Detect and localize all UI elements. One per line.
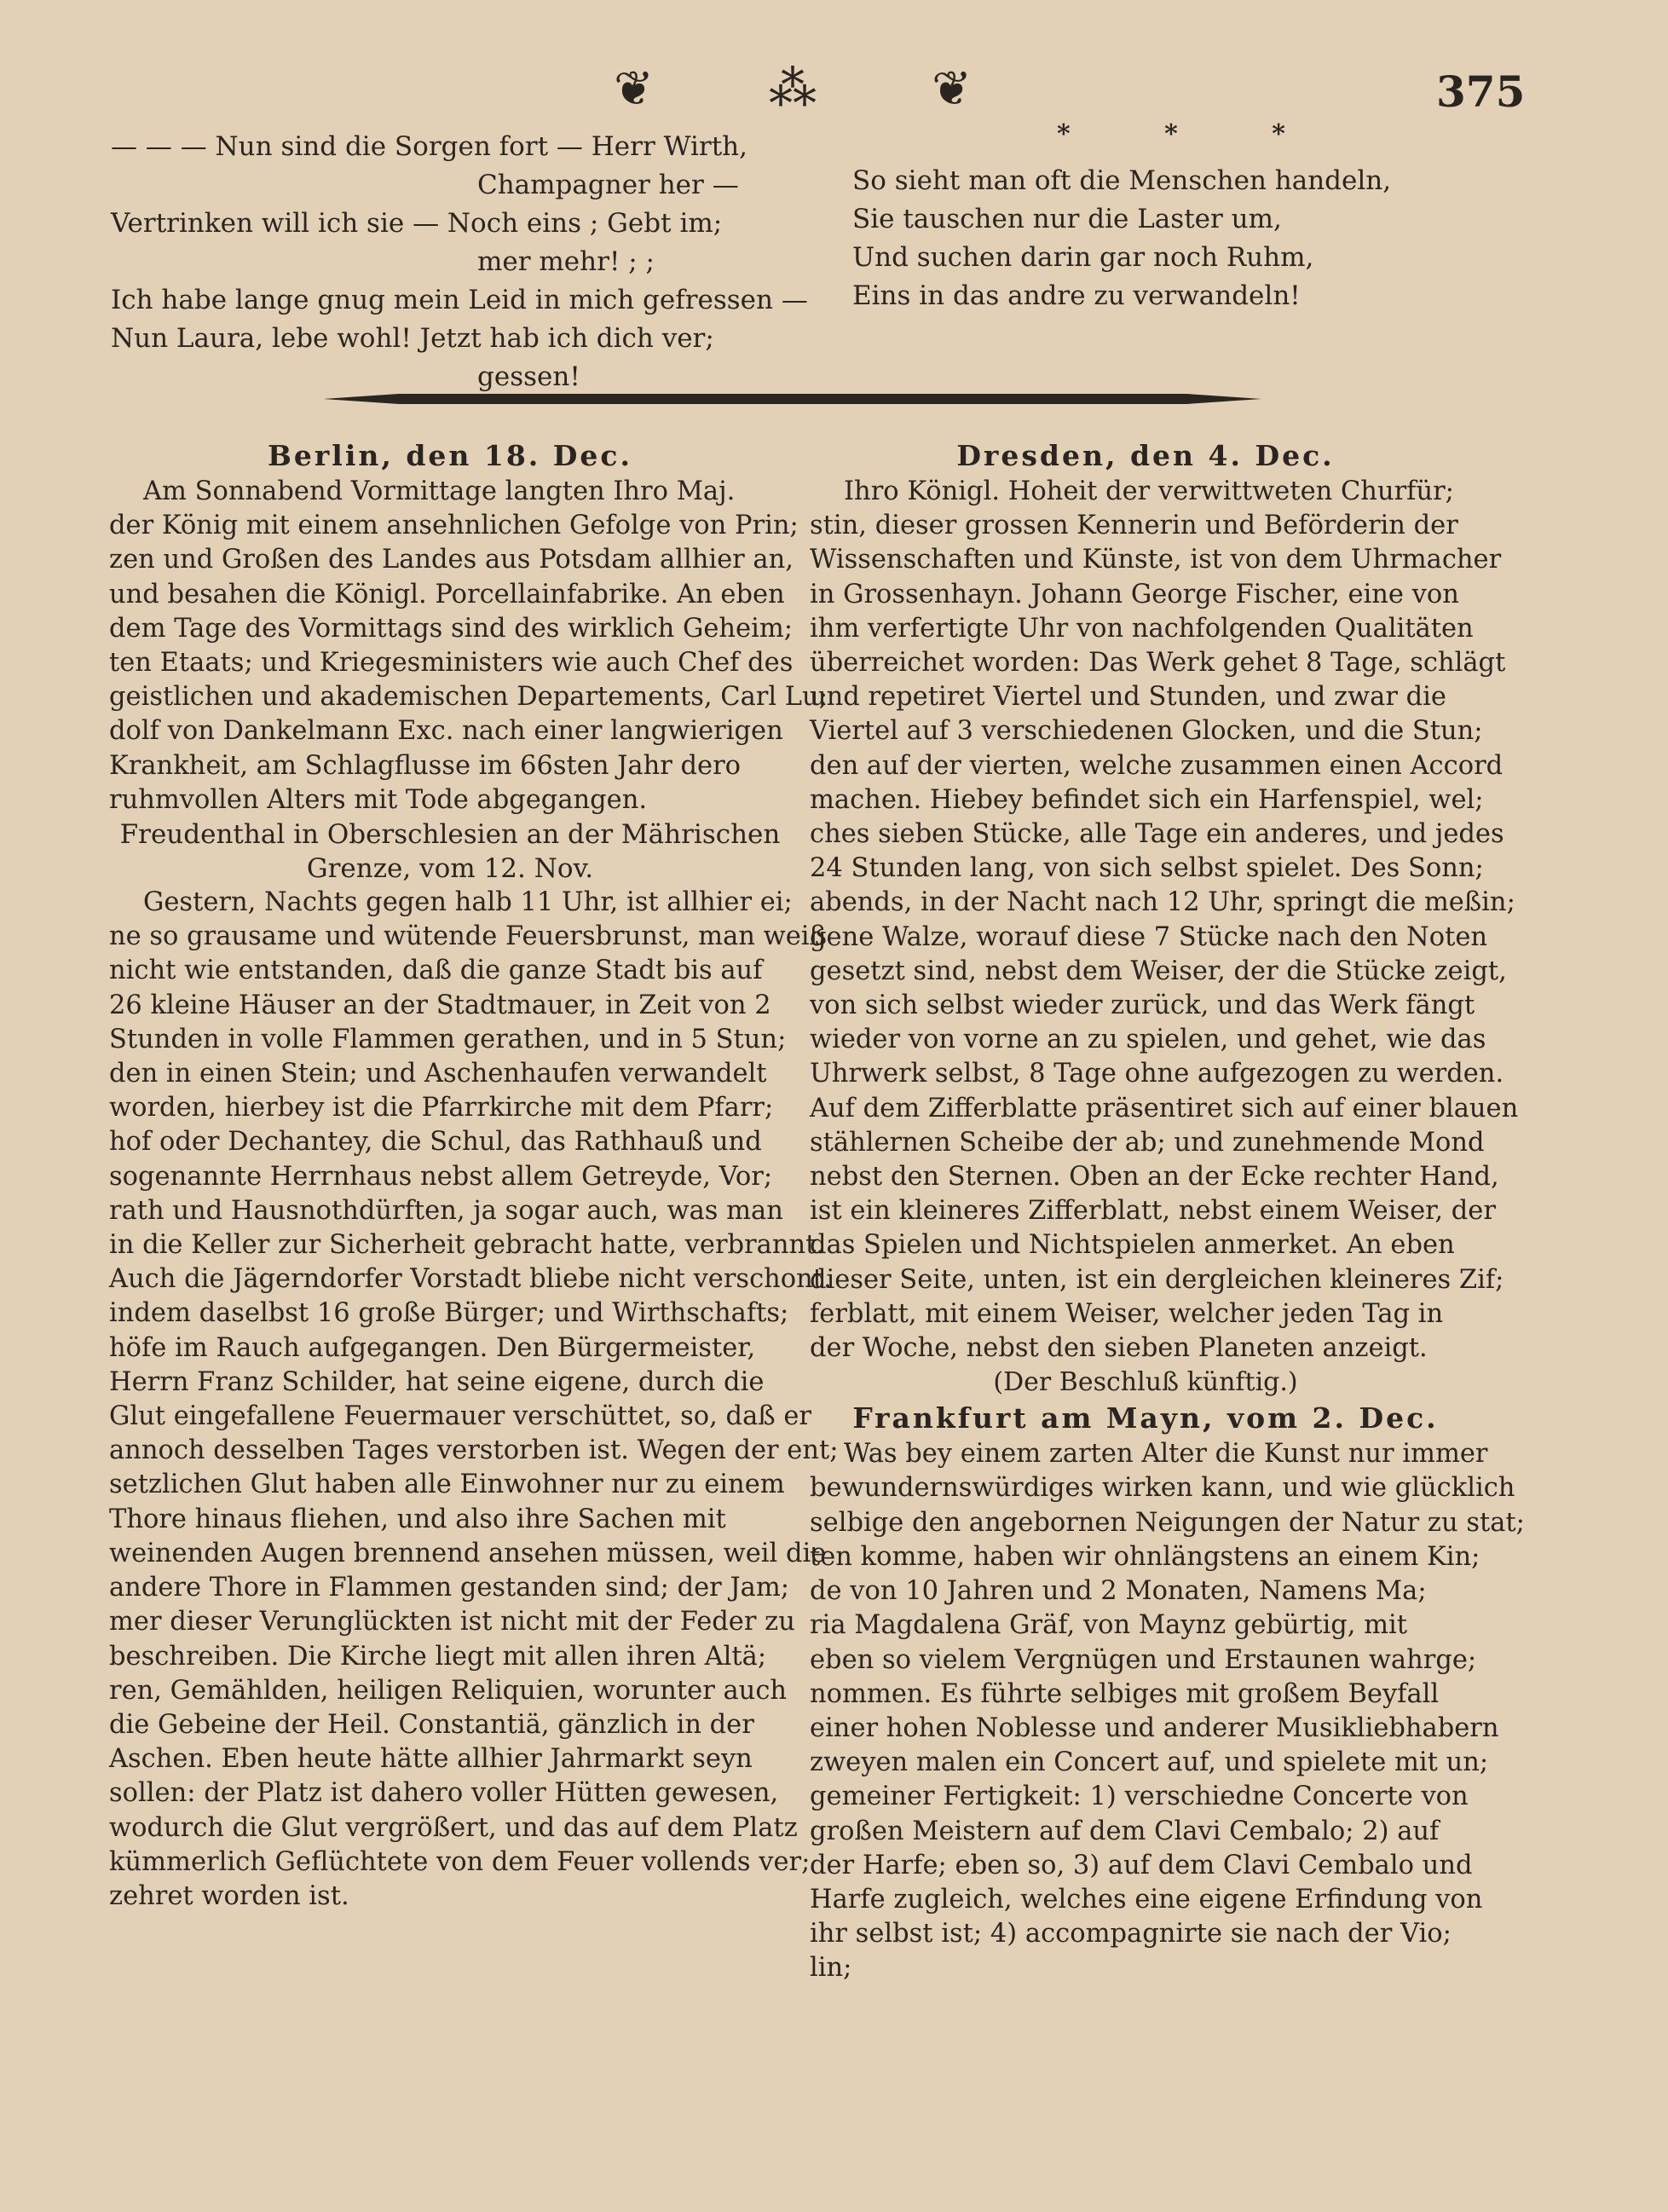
poem-line: — — — Nun sind die Sorgen fort — Herr Wirth, <box>111 131 747 162</box>
text-line: ria Magdalena Gräf, von Maynz gebürtig, mit <box>810 1610 1408 1641</box>
text-line: kümmerlich Geflüchtete von dem Feuer vollends ver; <box>109 1846 811 1877</box>
text-line: der Woche, nebst den sieben Planeten anzeigt. <box>810 1333 1428 1364</box>
text-line: wodurch die Glut vergrößert, und das auf dem Platz <box>109 1812 798 1843</box>
article-heading-dresden: Dresden, den 4. Dec. <box>956 439 1335 472</box>
text-line: Auch die Jägerndorfer Vorstadt bliebe nicht verschont. <box>109 1264 832 1295</box>
text-line: Herrn Franz Schilder, hat seine eigene, durch die <box>109 1366 765 1397</box>
text-line: das Spielen und Nichtspielen anmerket. An eben <box>810 1230 1455 1261</box>
text-line: Thore hinaus fliehen, und also ihre Sachen mit <box>109 1504 726 1534</box>
text-line: Harfe zugleich, welches eine eigene Erfindung von <box>810 1884 1483 1915</box>
header-ornaments <box>614 60 972 119</box>
text-line: selbige den angebornen Neigungen der Natur zu stat; <box>810 1507 1525 1538</box>
poem-line: Ich habe lange gnug mein Leid in mich gefressen — <box>111 285 808 315</box>
text-line: ferblatt, mit einem Weiser, welcher jeden Tag in <box>810 1298 1444 1329</box>
text-line: gene Walze, worauf diese 7 Stücke nach den Noten <box>810 921 1488 952</box>
text-line: einer hohen Noblesse und anderer Musikliebhabern <box>810 1712 1499 1743</box>
poem-line: Eins in das andre zu verwandeln! <box>852 280 1301 311</box>
right-column <box>810 437 1525 1986</box>
text-line: ren, Gemählden, heiligen Reliquien, worunter auch <box>109 1675 788 1706</box>
fleuron-right-icon: ❦ <box>932 61 972 117</box>
text-line: der Harfe; eben so, 3) auf dem Clavi Cembalo und <box>810 1850 1473 1880</box>
text-line: dem Tage des Vormittags sind des wirklich Geheim; <box>109 613 794 644</box>
text-line: wieder von vorne an zu spielen, und gehet, wie das <box>810 1025 1486 1055</box>
text-line: ches sieben Stücke, alle Tage ein anderes, und jedes <box>810 819 1504 850</box>
poem-line: Champagner her — <box>477 170 739 200</box>
text-line: Glut eingefallene Feuermauer verschüttet, so, daß er <box>109 1401 811 1432</box>
text-line: lin; <box>810 1953 852 1984</box>
text-line: zen und Großen des Landes aus Potsdam allhier an, <box>109 545 794 575</box>
page-number: 375 <box>1436 66 1526 117</box>
text-line: überreichet worden: Das Werk gehet 8 Tage, schlägt <box>810 648 1506 679</box>
text-line: stin, dieser grossen Kennerin und Beförderin der <box>810 511 1458 541</box>
text-line: weinenden Augen brennend ansehen müssen, weil die <box>109 1538 827 1568</box>
text-line: Aschen. Eben heute hätte allhier Jahrmarkt seyn <box>109 1744 753 1775</box>
text-line: Ihro Königl. Hoheit der verwittweten Churfür; <box>844 476 1454 506</box>
poem-line: Vertrinken will ich sie — Noch eins ; Gebt im; <box>111 208 723 239</box>
article-frankfurt-body <box>810 1437 1525 1985</box>
poem-line: gessen! <box>477 361 580 392</box>
text-line: ten komme, haben wir ohnlängstens an einem Kin; <box>810 1541 1480 1572</box>
text-line: indem daselbst 16 große Bürger; und Wirthschafts; <box>109 1298 789 1329</box>
text-line: in Grossenhayn. Johann George Fischer, eine von <box>810 579 1459 609</box>
text-line: 26 kleine Häuser an der Stadtmauer, in Zeit von 2 <box>109 990 771 1020</box>
article-dresden-body <box>810 475 1519 1366</box>
text-line: zweyen malen ein Concert auf, und spielete mit un; <box>810 1747 1489 1778</box>
text-line: zehret worden ist. <box>109 1880 349 1911</box>
text-line: geistlichen und akademischen Departements, Carl Lu; <box>109 682 828 713</box>
poem-right <box>852 162 1449 315</box>
text-line: Stunden in volle Flammen gerathen, und in 5 Stun; <box>109 1024 787 1054</box>
article-heading-freudenthal <box>109 817 791 886</box>
text-line: höfe im Rauch aufgegangen. Den Bürgermeister, <box>109 1332 756 1363</box>
text-line: de von 10 Jahren und 2 Monaten, Namens Ma; <box>810 1576 1427 1607</box>
text-line: gemeiner Fertigkeit: 1) verschiedne Concerte von <box>810 1782 1469 1812</box>
text-line: ihr selbst ist; 4) accompagnirte sie nach der Vio; <box>810 1919 1452 1949</box>
poem-line: So sieht man oft die Menschen handeln, <box>852 165 1392 196</box>
text-line: Gestern, Nachts gegen halb 11 Uhr, ist allhier ei; <box>143 887 793 918</box>
text-line: rath und Hausnothdürften, ja sogar auch, was man <box>109 1195 783 1226</box>
text-line: den in einen Stein; und Aschenhaufen verwandelt <box>109 1059 767 1089</box>
text-line: Was bey einem zarten Alter die Kunst nur immer <box>844 1439 1488 1470</box>
poem-line: Nun Laura, lebe wohl! Jetzt hab ich dich ver; <box>111 323 714 354</box>
text-line: worden, hierbey ist die Pfarrkirche mit dem Pfarr; <box>109 1093 774 1123</box>
poem-line: Und suchen darin gar noch Ruhm, <box>852 242 1314 273</box>
poem-left <box>111 128 810 396</box>
text-line: und besahen die Königl. Porcellainfabrike. An eben <box>109 579 785 609</box>
text-line: nommen. Es führte selbiges mit großem Beyfall <box>810 1678 1440 1709</box>
article-freudenthal-body <box>109 886 839 1914</box>
text-line: nicht wie entstanden, daß die ganze Stadt bis auf <box>109 956 763 986</box>
text-line: Krankheit, am Schlagflusse im 66sten Jahr dero <box>109 750 742 781</box>
text-line: in die Keller zur Sicherheit gebracht hatte, verbrannt. <box>109 1230 825 1261</box>
article-berlin-body <box>109 475 828 817</box>
text-line: dolf von Dankelmann Exc. nach einer langwierigen <box>109 716 783 747</box>
article-heading-berlin: Berlin, den 18. Dec. <box>268 439 632 472</box>
text-line: die Gebeine der Heil. Constantiä, gänzlich in der <box>109 1709 754 1740</box>
continuation-note: (Der Beschluß künftig.) <box>993 1367 1298 1398</box>
text-line: bewundernswürdiges wirken kann, und wie glücklich <box>810 1473 1515 1504</box>
text-line: und repetiret Viertel und Stunden, und zwar die <box>810 682 1446 713</box>
text-line: ne so grausame und wütende Feuersbrunst, man weiß <box>109 921 827 952</box>
text-line: beschreiben. Die Kirche liegt mit allen ihren Altä; <box>109 1641 767 1672</box>
text-line: von sich selbst wieder zurück, und das Werk fängt <box>810 990 1475 1021</box>
text-line: gesetzt sind, nebst dem Weiser, der die Stücke zeigt, <box>810 956 1507 986</box>
text-line: abends, in der Nacht nach 12 Uhr, springt die meßin; <box>810 887 1515 918</box>
text-line: ruhmvollen Alters mit Tode abgegangen. <box>109 784 648 815</box>
text-line: Wissenschaften und Künste, ist von dem Uhrmacher <box>810 545 1502 575</box>
text-line: annoch desselben Tages verstorben ist. Wegen der ent; <box>109 1435 839 1466</box>
poem-line: Sie tauschen nur die Laster um, <box>852 204 1282 234</box>
section-divider-rule <box>324 394 1261 404</box>
text-line: mer dieser Verunglückten ist nicht mit der Feder zu <box>109 1607 795 1637</box>
text-line: andere Thore in Flammen gestanden sind; der Jam; <box>109 1573 790 1603</box>
text-line: eben so vielem Vergnügen und Erstaunen wahrge; <box>810 1644 1477 1675</box>
article-heading-frankfurt: Frankfurt am Mayn, vom 2. Dec. <box>852 1401 1439 1435</box>
poem-line: mer mehr! ; ; <box>477 246 655 277</box>
text-line: Am Sonnabend Vormittage langten Ihro Maj. <box>143 476 736 506</box>
text-line: ten Etaats; und Kriegesministers wie auch Chef des <box>109 648 794 679</box>
text-line: Auf dem Zifferblatte präsentiret sich auf einer blauen <box>810 1093 1519 1123</box>
text-line: stählernen Scheibe der ab; und zunehmende Mond <box>810 1127 1485 1158</box>
fleuron-center-icon: ⁂ <box>769 61 817 117</box>
fleuron-left-icon: ❦ <box>614 61 654 117</box>
text-line: Uhrwerk selbst, 8 Tage ohne aufgezogen zu werden. <box>810 1059 1504 1089</box>
text-line: der König mit einem ansehnlichen Gefolge von Prin; <box>109 511 799 541</box>
text-line: sogenannte Herrnhaus nebst allem Getreyde, Vor; <box>109 1161 773 1192</box>
text-line: 24 Stunden lang, von sich selbst spielet. Des Sonn; <box>810 853 1484 884</box>
text-line: den auf der vierten, welche zusammen einen Accord <box>810 750 1504 781</box>
text-line: machen. Hiebey befindet sich ein Harfenspiel, wel; <box>810 784 1484 815</box>
text-line: großen Meistern auf dem Clavi Cembalo; 2) auf <box>810 1816 1440 1846</box>
heading-line: Grenze, vom 12. Nov. <box>306 853 594 885</box>
heading-line: Freudenthal in Oberschlesien an der Mährischen <box>119 819 781 851</box>
text-line: setzlichen Glut haben alle Einwohner nur zu einem <box>109 1470 785 1500</box>
text-line: nebst den Sternen. Oben an der Ecke rechter Hand, <box>810 1162 1499 1193</box>
text-line: sollen: der Platz ist dahero voller Hütten gewesen, <box>109 1778 779 1809</box>
text-line: dieser Seite, unten, ist ein dergleichen kleineres Zif; <box>810 1264 1504 1295</box>
text-line: ihm verfertigte Uhr von nachfolgenden Qualitäten <box>810 613 1474 644</box>
text-line: hof oder Dechantey, die Schul, das Rathhauß und <box>109 1127 762 1158</box>
text-line: ist ein kleineres Zifferblatt, nebst einem Weiser, der <box>810 1196 1496 1227</box>
text-line: Viertel auf 3 verschiedenen Glocken, und die Stun; <box>810 716 1483 747</box>
asterism: * * * <box>1057 119 1328 149</box>
left-column <box>109 437 839 1914</box>
